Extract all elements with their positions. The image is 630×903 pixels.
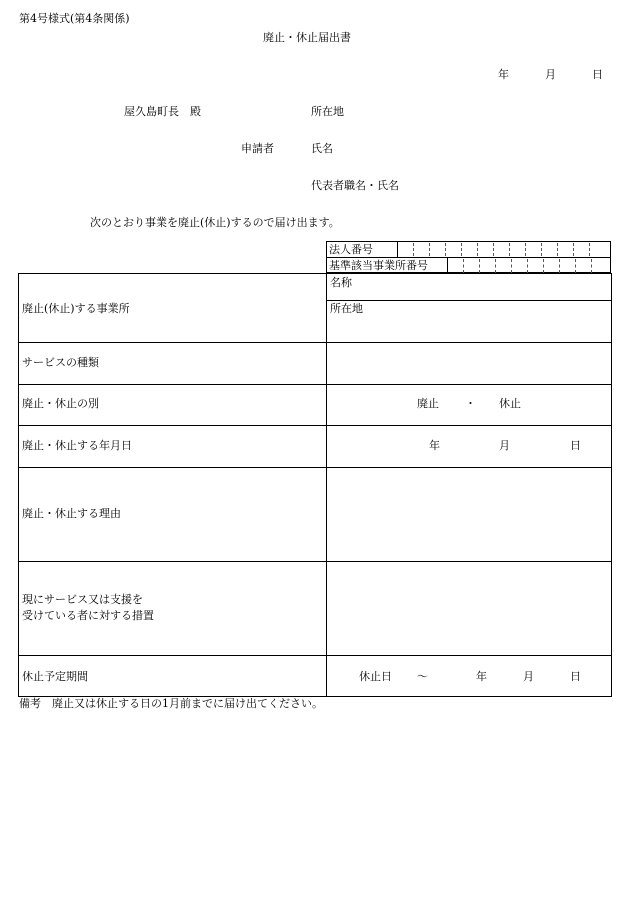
office-number-row: [327, 258, 610, 274]
date-year-label: 年: [429, 439, 440, 452]
form-table: [18, 273, 612, 697]
date-day-label: 日: [570, 439, 581, 452]
distinction-label: 廃止・休止の別: [22, 397, 99, 410]
date-month-label: 月: [545, 68, 556, 81]
page-title: 廃止・休止届出書: [263, 31, 351, 44]
date-label: 廃止・休止する年月日: [22, 439, 132, 452]
recipient: 屋久島町長 殿: [124, 105, 201, 118]
applicant-address-label: 所在地: [311, 105, 344, 118]
office-label: 廃止(休止)する事業所: [22, 302, 130, 315]
period-start-label: 休止日: [359, 670, 392, 683]
abolish-option: 廃止: [417, 397, 439, 410]
office-address-label: 所在地: [330, 302, 363, 315]
suspend-option: 休止: [499, 397, 521, 410]
period-month-label: 月: [523, 670, 534, 683]
period-year-label: 年: [476, 670, 487, 683]
option-separator: ・: [465, 397, 476, 410]
date-day-label: 日: [592, 68, 603, 81]
period-tilde: 〜: [417, 670, 428, 683]
service-type-label: サービスの種類: [22, 356, 99, 369]
office-name-label: 名称: [330, 276, 352, 289]
measures-label-line1: 現にサービス又は支援を: [22, 593, 143, 606]
id-number-box: [326, 241, 611, 273]
date-month-label: 月: [499, 439, 510, 452]
date-year-label: 年: [498, 68, 509, 81]
corp-number-row: [327, 242, 610, 258]
form-number: 第4号様式(第4条関係): [19, 12, 130, 25]
note-text: 備考 廃止又は休止する日の1月前までに届け出てください。: [19, 697, 323, 710]
reason-label: 廃止・休止する理由: [22, 507, 121, 520]
period-day-label: 日: [570, 670, 581, 683]
representative-label: 代表者職名・氏名: [311, 179, 399, 192]
applicant-label: 申請者: [241, 142, 274, 155]
applicant-name-label: 氏名: [311, 142, 333, 155]
measures-label-line2: 受けている者に対する措置: [22, 609, 154, 622]
intro-text: 次のとおり事業を廃止(休止)するので届け出ます。: [90, 216, 340, 229]
period-label: 休止予定期間: [22, 670, 88, 683]
corp-number-label: 法人番号: [329, 243, 373, 256]
office-number-label: 基準該当事業所番号: [329, 259, 428, 272]
